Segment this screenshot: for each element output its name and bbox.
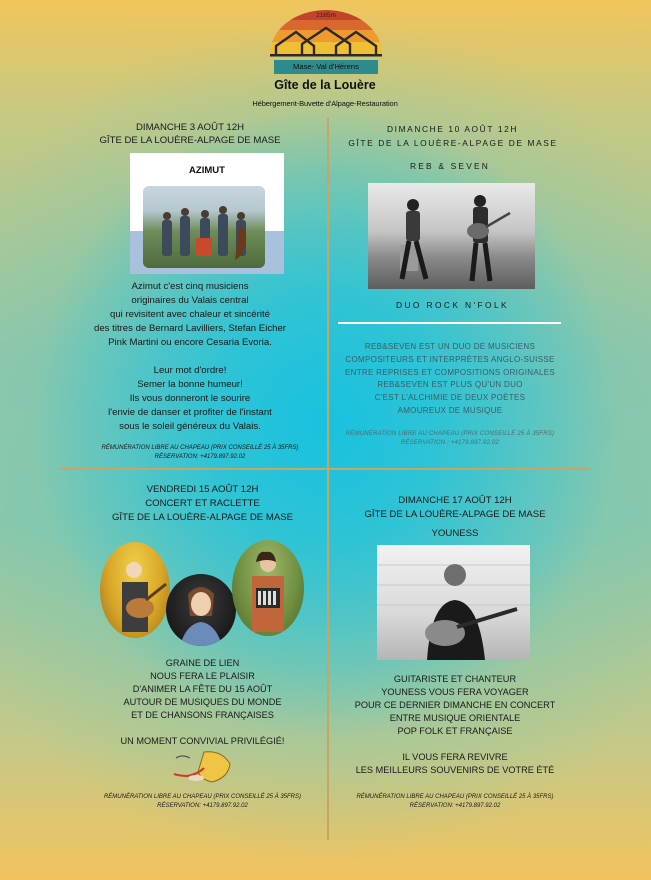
reservation-note: RÉSERVATION : +4179.897.92.02 [400, 440, 500, 446]
azimut-poster [130, 153, 284, 274]
band-photo [143, 186, 265, 268]
band-figures-icon [143, 186, 265, 268]
event-date: DIMANCHE 17 AOÛT 12H [398, 495, 512, 506]
horizontal-divider [60, 468, 590, 470]
logo-region-label: Mase- Val d'Hérens [293, 62, 359, 71]
fee-note: RÉMUNÉRATION LIBRE AU CHAPEAU (PRIX CONSEILLÉ 25 À 35FRS) [356, 794, 554, 800]
event-description: GUITARISTE ET CHANTEUR YOUNESS VOUS FERA VOYAGER POUR CE DERNIER DIMANCHE EN CONCERT ENTRE MUSIQUE ORIENTALE POP FOLK ET FRANÇAISE IL VOUS FERA REVIVRE LES MEILLEURS SOUVENIRS DE VOTRE ÉTÉ [354, 674, 556, 775]
reservation-note: RÉSERVATION: +4179.897.92.02 [154, 454, 246, 460]
event-date: DIMANCHE 10 AOÛT 12H [387, 124, 518, 134]
artist-name: YOUNESS [431, 528, 479, 539]
logo [270, 8, 382, 80]
guitarist-bw-icon [377, 545, 530, 660]
reb-seven-photo [368, 183, 535, 289]
site-name: Gîte de la Louère [274, 78, 376, 92]
event-venue: GÎTE DE LA LOUÈRE-ALPAGE DE MASE [99, 135, 281, 146]
event-description: Azimut c'est cinq musiciens originaires du Valais central qui revisitent avec chaleur et sincérité des titres de Bernard Lavilliers, Stefan Eicher Pink Martini ou encore Cesaria Evoria. Leur mot d'ordre! Semer la bonne humeur! Ils vous donneront le sourire l'envie de danser et profiter de l'instant sous le soleil généreux du Valais. [94, 281, 286, 432]
vertical-divider [327, 118, 329, 840]
event-venue: GÎTE DE LA LOUÈRE-ALPAGE DE MASE [348, 138, 558, 148]
event-genre: DUO ROCK N'FOLK [396, 300, 509, 310]
duo-figures-icon [368, 183, 535, 289]
event-venue: GÎTE DE LA LOUÈRE-ALPAGE DE MASE [364, 509, 546, 520]
raclette-cheese-icon [170, 748, 234, 786]
musician-photo-2 [166, 574, 236, 646]
fee-note: RÉMUNÉRATION LIBRE AU CHAPEAU (PRIX CONSEILLÉ 25 À 35FRS) [103, 794, 302, 800]
youness-photo [377, 545, 530, 660]
singer-icon [166, 574, 236, 646]
white-rule [338, 322, 561, 324]
artist-name: REB & SEVEN [409, 161, 491, 171]
event-date: DIMANCHE 3 AOÛT 12H [135, 122, 245, 133]
reservation-note: RÉSERVATION: +4179.897.92.02 [157, 803, 248, 809]
altitude-label: 2165m [316, 12, 336, 19]
fee-note: RÉMUNÉRATION LIBRE AU CHAPEAU (PRIX CONSEILLÉ 25 À 35FRS) [101, 445, 299, 451]
raclette-icon [170, 748, 234, 786]
event-venue: GÎTE DE LA LOUÈRE-ALPAGE DE MASE [111, 512, 294, 523]
fee-note: RÉMUNÉRATION LIBRE AU CHAPEAU (PRIX CONSEILLÉ 25 À 35FRS) [345, 431, 555, 437]
event-description: REB&SEVEN EST UN DUO DE MUSICIENS COMPOSITEURS ET INTERPRÈTES ANGLO-SUISSE ENTRE REPRISES ET COMPOSITIONS ORIGINALES REB&SEVEN EST PLUS QU'UN DUO C'EST L'ALCHIMIE DE DEUX POÈTES AMOUREUX DE MUSIQUE [345, 342, 555, 415]
tagline: Hébergement-Buvette d'Alpage-Restauration [252, 99, 398, 108]
event-description: GRAINE DE LIEN NOUS FERA LE PLAISIR D'ANIMER LA FÊTE DU 15 AOÛT AUTOUR DE MUSIQUES DU MONDE ET DE CHANSONS FRANÇAISES UN MOMENT CONVIVIAL PRIVILÉGIÉ! [120, 658, 285, 746]
event-subtitle: CONCERT ET RACLETTE [145, 498, 260, 509]
reservation-note: RÉSERVATION: +4179.897.92.02 [409, 803, 501, 809]
event-date: VENDREDI 15 AOÛT 12H [146, 484, 259, 495]
musician-photo-3 [232, 540, 304, 636]
guitarist-icon [100, 542, 170, 638]
accordionist-icon [232, 540, 304, 636]
poster-title: AZIMUT [189, 165, 225, 176]
musician-photo-1 [100, 542, 170, 638]
